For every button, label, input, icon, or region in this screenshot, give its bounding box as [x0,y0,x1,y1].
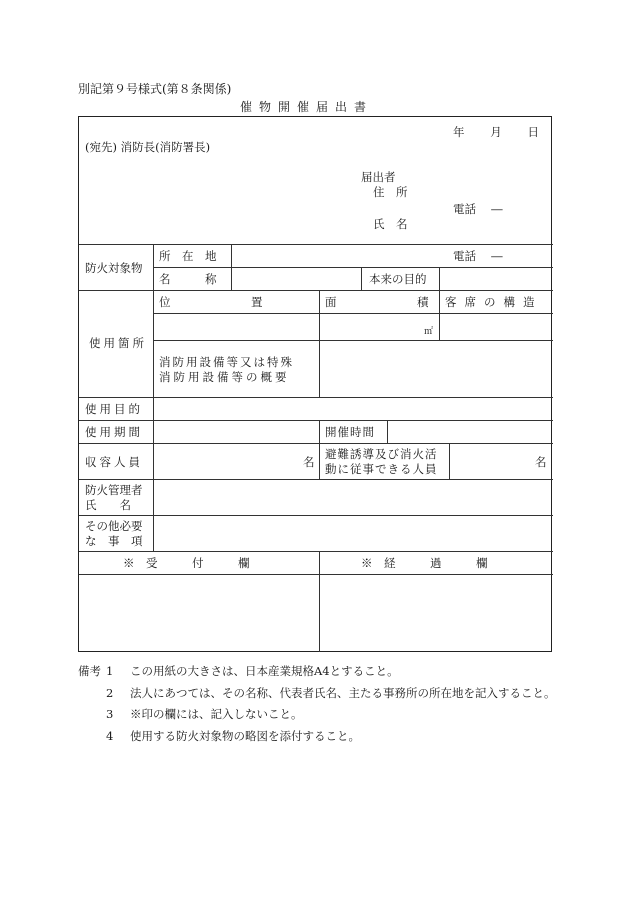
date-line [453,125,539,139]
remarks-row [78,683,556,705]
remarks-number: 3 [106,707,114,721]
divider [439,267,440,290]
divider [79,479,553,480]
facility-name-label: 名 称 [159,272,217,286]
addressee: (宛先) 消防長(消防署長) [85,140,211,154]
day-label: 日 [527,125,539,139]
divider [231,244,232,290]
remarks-label: 備考 [78,664,101,678]
reception-column-header: ※ 受 付 欄 [123,556,250,570]
divider [153,244,154,551]
fire-manager-label-line1: 防火管理者 [85,483,143,497]
fire-target-label: 防火対象物 [85,261,143,275]
divider [79,574,553,575]
address-label: 住 所 [373,185,408,199]
evacuation-staff-unit: 名 [535,455,547,469]
evacuation-staff-label-line2: 動に従事できる人員 [325,462,438,476]
form-table [78,116,552,652]
event-time-label: 開催時間 [325,425,375,439]
fire-manager-label-line2: 氏 名 [85,498,131,512]
other-matters-label-line1: その他必要 [85,519,143,533]
name-label: 氏 名 [373,217,408,231]
divider [79,420,553,421]
remarks-row [78,661,556,683]
divider [319,551,320,652]
divider [361,267,362,290]
remarks-row [78,704,556,726]
area-header: 面 積 [325,295,429,309]
use-area-label: 使用箇所 [89,336,147,350]
equipment-label-line2: 消防用設備等の概要 [159,370,290,384]
divider [387,420,388,443]
remarks-number: 2 [106,685,114,700]
remarks-row [78,726,556,748]
divider [449,443,450,479]
original-purpose-label: 本来の目的 [369,272,427,286]
remarks [78,661,556,747]
divider [319,420,320,443]
use-period-label: 使用期間 [85,425,143,439]
divider [319,443,320,479]
location-label: 所 在 地 [159,249,217,263]
divider [439,290,440,340]
remarks-text: ※印の欄には、記入しないこと。 [130,707,303,721]
form-title: 催物開催届出書 [240,100,374,114]
capacity-unit: 名 [303,455,315,469]
equipment-label-line1: 消防用設備等又は特殊 [159,355,294,369]
year-label: 年 [453,125,465,139]
divider [79,515,553,516]
divider [79,443,553,444]
remarks-text: 法人にあつては、その名称、代表者氏名、主たる事務所の所在地を記入すること。 [130,685,556,700]
month-label: 月 [490,125,502,139]
capacity-label: 収容人員 [85,455,143,469]
seat-structure-header: 客席の構造 [445,295,543,309]
applicant-phone-label: 電話 ― [453,202,503,216]
divider [153,313,553,314]
remarks-number: 1 [106,664,114,678]
remarks-number: 4 [106,728,114,743]
form-number-header: 別記第９号様式(第８条関係) [78,82,232,96]
position-header: 位 置 [159,295,263,309]
divider [319,290,320,397]
other-matters-label-line2: な 事 項 [85,534,143,548]
use-purpose-label: 使用目的 [85,402,143,416]
evacuation-staff-label-line1: 避難誘導及び消火活 [325,447,438,461]
divider [153,267,553,268]
location-phone-label: 電話 ― [453,249,503,263]
square-meter-unit: ㎡ [424,327,434,337]
divider [79,397,553,398]
remarks-text: この用紙の大きさは、日本産業規格A4とすること。 [130,664,399,678]
divider [79,290,553,291]
applicant-label: 届出者 [361,170,396,184]
divider [79,551,553,552]
divider [153,340,553,341]
progress-column-header: ※ 経 過 欄 [361,556,488,570]
remarks-text: 使用する防火対象物の略図を添付すること。 [130,728,360,743]
divider [79,244,553,245]
